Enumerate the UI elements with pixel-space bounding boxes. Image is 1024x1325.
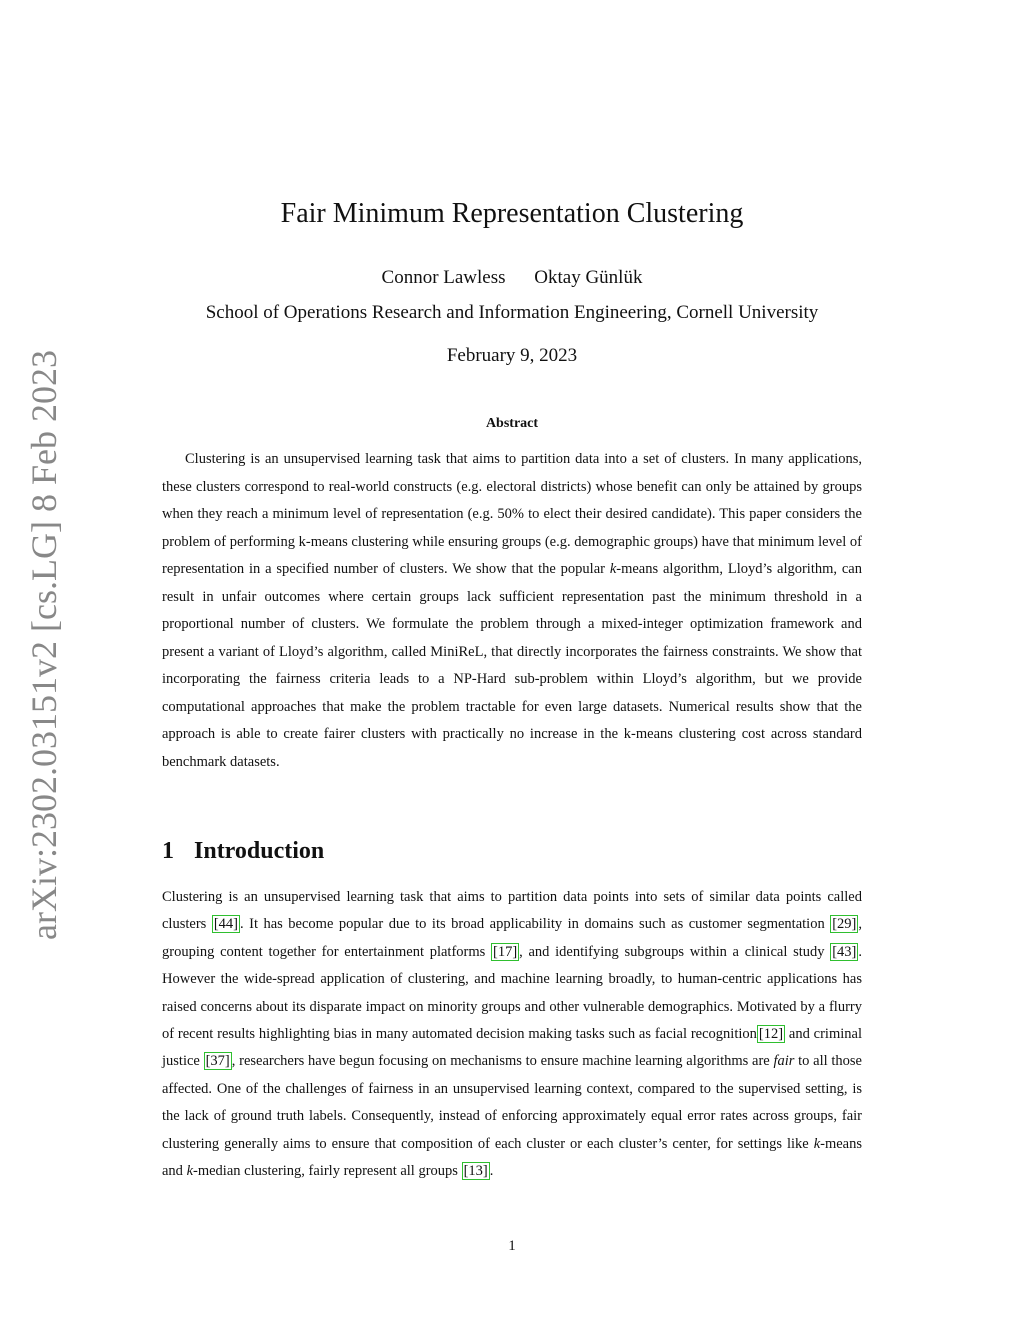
citation-link[interactable]: [37] bbox=[205, 1053, 230, 1070]
publication-date: February 9, 2023 bbox=[446, 345, 578, 366]
abstract-body bbox=[162, 446, 862, 776]
introduction-paragraph bbox=[162, 884, 862, 1185]
author-name: Connor Lawless bbox=[381, 267, 506, 288]
author-name: Oktay Günlük bbox=[534, 267, 643, 288]
citation-link[interactable]: [12] bbox=[758, 1026, 784, 1043]
body-text: , grouping content together for entertainment platforms bbox=[162, 916, 863, 960]
affiliation: School of Operations Research and Information Engineering, Cornell University bbox=[205, 302, 819, 323]
body-text: to all those affected. One of the challenges of fairness in an unsupervised learning context, compared to the supervised setting, is the lack of ground truth labels. Consequently, instead of enforcing approximately equal error rates across groups, fair clustering generally aims to ensure that composition of each cluster or each cluster’s center, for settings like bbox=[162, 1053, 862, 1152]
section-title: Introduction bbox=[194, 838, 325, 864]
citation-link[interactable]: [44] bbox=[213, 916, 238, 933]
arxiv-sidebar-stamp: arXiv:2302.03151v2 [cs.LG] 8 Feb 2023 bbox=[24, 350, 64, 940]
citation-link[interactable]: [13] bbox=[463, 1163, 488, 1180]
body-text: . bbox=[489, 1163, 494, 1180]
body-text: . It has become popular due to its broad applicability in domains such as customer segmentation bbox=[239, 916, 831, 933]
math-k: k bbox=[186, 1163, 193, 1180]
body-text: -median clustering, fairly represent all groups bbox=[193, 1163, 462, 1180]
body-text: , and identifying subgroups within a clinical study bbox=[519, 943, 831, 960]
emphasis-text: fair bbox=[773, 1053, 795, 1070]
page-number: 1 bbox=[508, 1238, 516, 1254]
body-text: Clustering is an unsupervised learning task that aims to partition data points into sets of similar data points called clusters bbox=[162, 889, 862, 933]
body-text: and criminal justice bbox=[162, 1026, 862, 1070]
paper-title: Fair Minimum Representation Clustering bbox=[280, 198, 744, 229]
body-text: -means and bbox=[162, 1135, 862, 1180]
section-heading bbox=[162, 838, 324, 865]
math-k: k bbox=[609, 561, 617, 577]
math-k: k bbox=[813, 1135, 821, 1152]
citation-link[interactable]: [29] bbox=[832, 916, 857, 933]
citation-link[interactable]: [17] bbox=[492, 943, 518, 960]
body-text: . However the wide-spread application of clustering, and machine learning broadly, to human-centric applications has raised concerns about its disparate impact on minority groups and other vulnerable demographics. Motivated by a flurry of recent results highlighting bias in many automated decision making tasks such as facial recognition bbox=[162, 943, 862, 1043]
section-number: 1 bbox=[162, 838, 174, 864]
abstract-text: -means algorithm, Lloyd’s algorithm, can result in unfair outcomes where certain groups lack sufficient representation past the minimum threshold in a proportional number of clusters. We formulate the problem through a mixed-integer optimization framework and present a variant of Lloyd’s algorithm, called MiniReL, that directly incorporates the fairness constraints. We show that incorporating the fairness criteria leads to a NP-Hard sub-problem within Lloyd’s algorithm, but we provide computational approaches that make the problem tractable for even large datasets. Numerical results show that the approach is able to create fairer clusters with practically no increase in the k-means clustering cost across standard benchmark datasets. bbox=[162, 561, 862, 770]
author-list bbox=[0, 267, 1024, 289]
abstract-heading: Abstract bbox=[485, 416, 539, 431]
abstract-text: Clustering is an unsupervised learning task that aims to partition data into a set of clusters. In many applications, these clusters correspond to real-world constructs (e.g. electoral districts) whose benefit can only be attained by groups when they reach a minimum level of representation (e.g. 50% to elect their desired candidate). This paper considers the problem of performing k-means clustering while ensuring groups (e.g. demographic groups) have that minimum level of representation in a specified number of clusters. We show that the popular bbox=[162, 451, 862, 577]
body-text: , researchers have begun focusing on mechanisms to ensure machine learning algorithms are bbox=[231, 1053, 774, 1070]
citation-link[interactable]: [43] bbox=[832, 943, 857, 960]
